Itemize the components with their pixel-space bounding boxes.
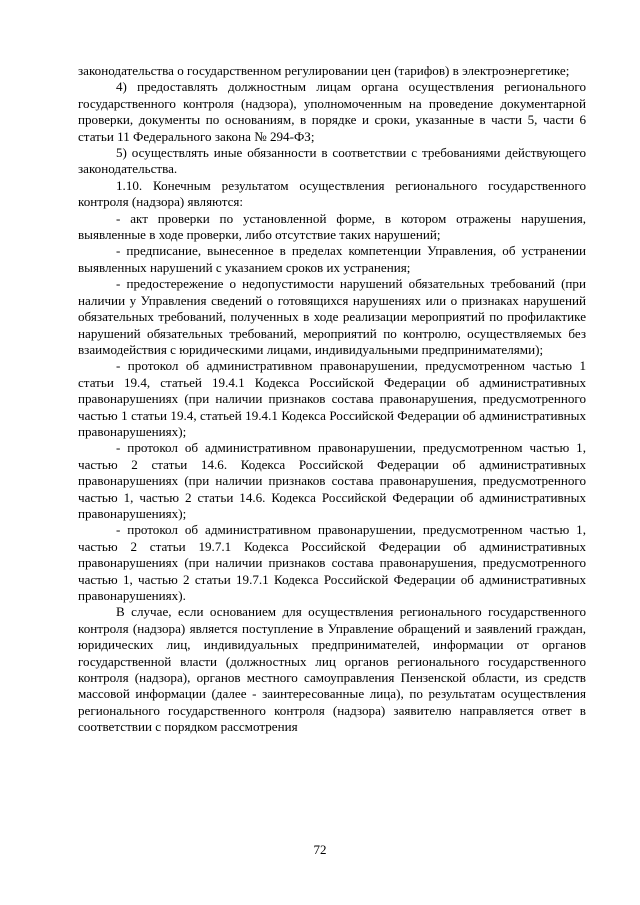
paragraph-11: В случае, если основанием для осуществления регионального государственного контроля (надзора) является поступление в Управление обращений и заявлений граждан, юридических лиц, индивидуальных предпринимателей, информации от органов государственной власти (должностных лиц органов регионального государственного контроля (надзора), органов местного самоуправления Пензенской области, из средств массовой информации (далее - заинтересованные лица), по результатам осуществления регионального государственного контроля (надзора) заявителю направляется ответ в соответствии с порядком рассмотрения [78, 604, 586, 735]
paragraph-5: - акт проверки по установленной форме, в котором отражены нарушения, выявленные в ходе проверки, либо отсутствие таких нарушений; [78, 210, 586, 243]
body-text [78, 63, 586, 736]
paragraph-9: - протокол об административном правонарушении, предусмотренном частью 1, частью 2 статьи 14.6. Кодекса Российской Федерации об административных правонарушениях (при наличии признаков состава правонарушения, предусмотренного частью 1, частью 2 статьи 14.6. Кодекса Российской Федерации об административных правонарушениях); [78, 440, 586, 521]
paragraph-3: 5) осуществлять иные обязанности в соответствии с требованиями действующего законодательства. [78, 145, 586, 177]
paragraph-10: - протокол об административном правонарушении, предусмотренном частью 1, частью 2 статьи 19.7.1 Кодекса Российской Федерации об административных правонарушениях (при наличии признаков состава правонарушения, предусмотренного частью 1, частью 2 статьи 19.7.1 Кодекса Российской Федерации об административных правонарушениях). [78, 522, 586, 603]
paragraph-8: - протокол об административном правонарушении, предусмотренном частью 1 статьи 19.4, статьей 19.4.1 Кодекса Российской Федерации об административных правонарушениях (при наличии признаков состава правонарушения, предусмотренного частью 1 статьи 19.4, статьей 19.4.1 Кодекса Российской Федерации об административных правонарушениях); [78, 358, 586, 439]
paragraph-2: 4) предоставлять должностным лицам органа осуществления регионального государственного контроля (надзора), уполномоченным на проведение документарной проверки, документы по основаниям, в порядке и сроки, указанные в части 5, части 6 статьи 11 Федерального закона № 294-ФЗ; [78, 79, 586, 144]
paragraph-7: - предостережение о недопустимости нарушений обязательных требований (при наличии у Управления сведений о готовящихся нарушениях или о признаках нарушений обязательных требований, полученных в ходе реализации мероприятий по профилактике нарушений обязательных требований, мероприятий по контролю, осуществляемых без взаимодействия с юридическими лицами, индивидуальными предпринимателями); [78, 276, 586, 357]
paragraph-4: 1.10. Конечным результатом осуществления регионального государственного контроля (надзора) являются: [78, 177, 586, 210]
paragraph-6: - предписание, вынесенное в пределах компетенции Управления, об устранении выявленных нарушений с указанием сроков их устранения; [78, 243, 586, 275]
paragraph-1: законодательства о государственном регулировании цен (тарифов) в электроэнергетике; [78, 63, 570, 78]
page-number: 72 [313, 842, 327, 857]
